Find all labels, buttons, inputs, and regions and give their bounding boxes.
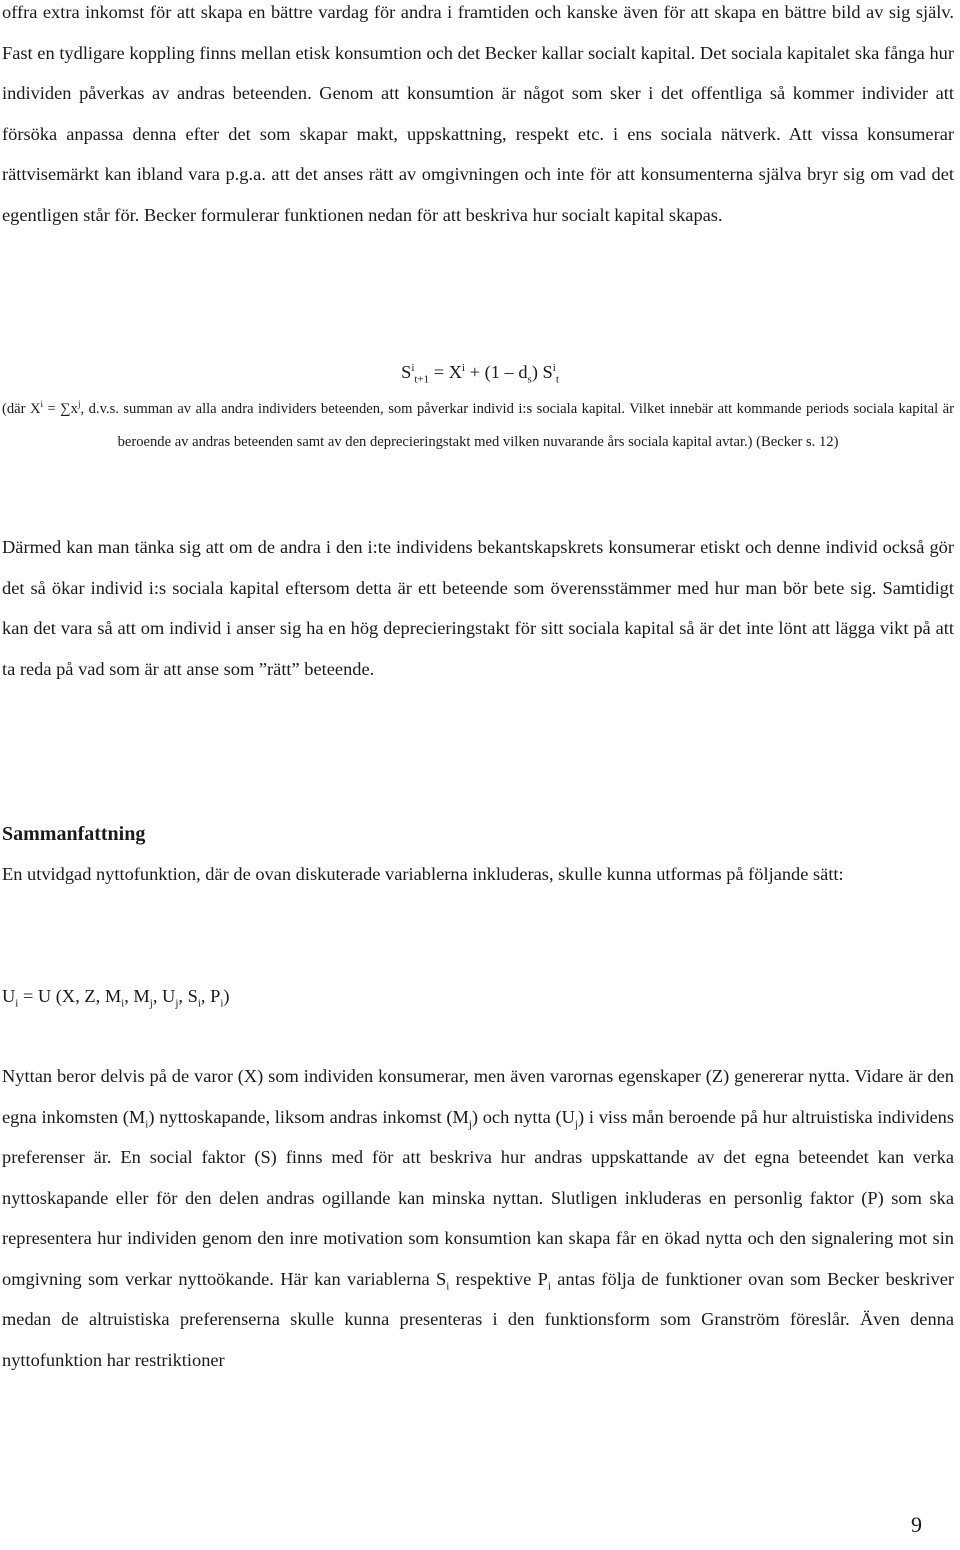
paragraph-social-capital-intro: offra extra inkomst för att skapa en bättre vardag för andra i framtiden och kanske även för att skapa en bättre bild av sig själv. Fast en tydligare koppling finns mellan etisk konsumtion och det Becker kallar socialt kapital. Det sociala kapitalet ska fånga hur individen påverkas av andras beteenden. Genom att konsumtion är något som sker i det offentliga så kommer individer att försöka anpassa denna efter det som skapar makt, uppskattning, respekt etc. i ens sociala nätverk. Att vissa konsumerar rättvisemärkt kan ibland vara p.g.a. att det anses rätt av omgivningen och inte för att konsumenterna själva bryr sig om vad det egentligen står för. Becker formulerar funktionen nedan för att beskriva hur socialt kapital skapas.	[2, 2, 954, 225]
formula-explanation-note: (där $X^i = \sum x^j$, d.v.s. summan av alla andra individers beteenden, som påverkar individ i:s sociala kapital. Vilket innebär att kommande periods sociala kapital är beroende av andras beteenden samt av den deprecieringstakt med vilken nuvarande års sociala kapital avtar.) (Becker s. 12)	[2, 399, 954, 450]
section-heading-summary: Sammanfattning	[2, 823, 146, 845]
social-capital-formula: $S^i_{t+1} = X^i + (1 - d_s)$ $S^i_t$	[401, 361, 559, 386]
paragraph-ethical-consumption: Därmed kan man tänka sig att om de andra i den i:te individens bekantskapskrets konsumerar etiskt och denne individ också gör det så ökar individ i:s sociala kapital eftersom detta är ett beteende som överensstämmer med hur man bör bete sig. Samtidigt kan det vara så att om individ i anser sig ha en hög deprecieringstakt för sitt sociala kapital så är det inte lönt att lägga vikt på att ta reda på vad som är att anse som ”rätt” beteende.	[2, 537, 954, 679]
paragraph-utility-explanation: Nyttan beror delvis på de varor (X) som individen konsumerar, men även varornas egenskaper (Z) genererar nytta. Vidare är den egna inkomsten $(M_i)$ nyttoskapande, liksom andras inkomst $(M_j)$ och nytta $(U_j)$ i viss mån beroende på hur altruistiska individens preferenser är. En social faktor (S) finns med för att beskriva hur andras uppskattande av det egna beteendet kan verka nyttoskapande eller för den delen andras ogillande kan minska nyttan. Slutligen inkluderas en personlig faktor (P) som ska representera hur individen genom den inre motivation som konsumtion kan skapa får en ökad nytta och den signalering mot sin omgivning som verkar nyttoökande. Här kan variablerna $S_i$ respektive $P_i$ antas följa de funktioner ovan som Becker beskriver medan de altruistiska preferenserna skulle kunna presenteras i den funktionsform som Granström föreslår. Även denna nyttofunktion har restriktioner	[2, 1066, 955, 1370]
page-number: 9	[911, 1512, 922, 1537]
utility-function-formula: $U_i = U$ (X, Z, $M_i$, $M_j$, $U_j$, $S_i$, $P_i$)	[2, 986, 230, 1010]
paragraph-utility-intro: En utvidgad nyttofunktion, där de ovan diskuterade variablerna inkluderas, skulle kunna utformas på följande sätt:	[2, 864, 844, 884]
